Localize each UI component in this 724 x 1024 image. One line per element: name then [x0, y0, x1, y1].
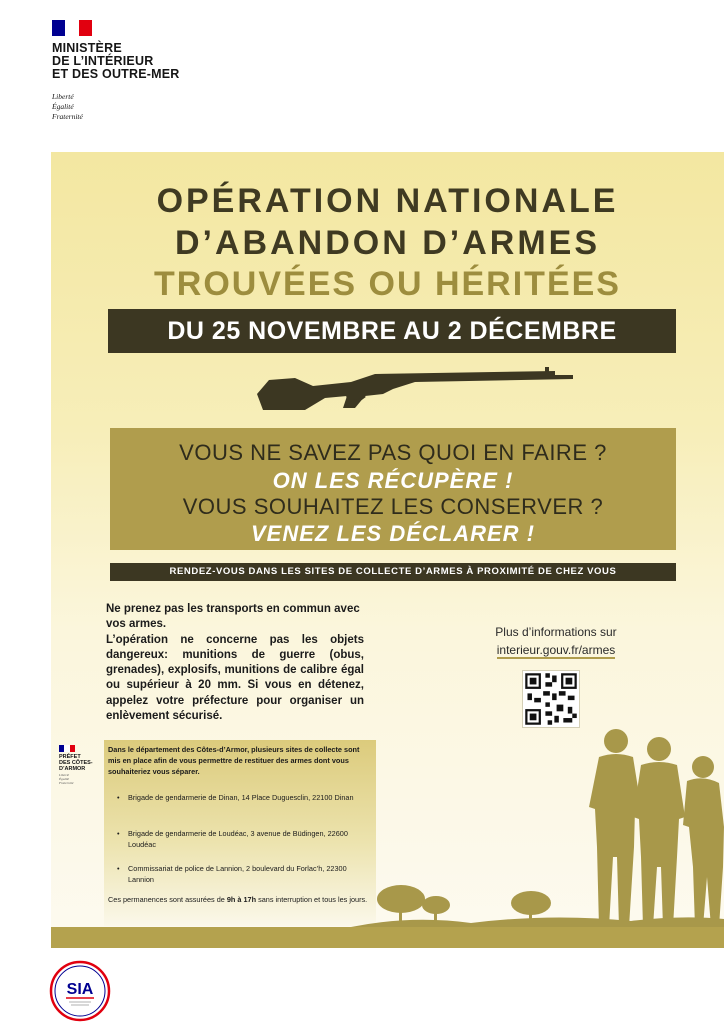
prefecture-name	[59, 754, 99, 772]
dates-banner: DU 25 NOVEMBRE AU 2 DÉCEMBRE	[108, 309, 676, 353]
sia-logo-icon	[49, 960, 111, 1022]
republique-flag-icon	[52, 20, 92, 36]
motto-line: Fraternité	[52, 112, 83, 121]
answer-1: ON LES RÉCUPÈRE !	[272, 468, 514, 493]
ministry-line: ET DES OUTRE-MER	[52, 67, 180, 81]
motto-line: Égalité	[52, 102, 74, 111]
prefecture-logo	[59, 745, 99, 785]
prefecture-name-line: DES CÔTES-	[59, 760, 93, 766]
bullet: •	[117, 864, 120, 873]
collection-site	[117, 829, 374, 851]
note-suffix: sans interruption et tous les jours.	[256, 895, 368, 904]
prefecture-name-line: PRÉFET	[59, 754, 81, 760]
warning-text	[106, 602, 364, 724]
ministry-name	[52, 42, 180, 81]
rifle-icon	[255, 364, 575, 414]
rendezvous-banner: RENDEZ-VOUS DANS LES SITES DE COLLECTE D’ARMES À PROXIMITÉ DE CHEZ VOUS	[110, 563, 676, 581]
title-line-2: D’ABANDON D’ARMES	[175, 224, 600, 262]
motto-line: Liberté	[52, 92, 74, 101]
call-to-action-box	[110, 428, 676, 550]
department-info-box	[104, 740, 376, 926]
question-2: VOUS SOUHAITEZ LES CONSERVER ?	[182, 494, 604, 519]
more-info-label: Plus d’informations sur	[495, 625, 617, 639]
warning-paragraph-1: Ne prenez pas les transports en commun avec vos armes.	[106, 603, 360, 631]
collection-site-text: Brigade de gendarmerie de Loudéac, 3 avenue de Büdingen, 22600 Loudéac	[128, 829, 348, 849]
collection-site	[117, 793, 374, 804]
more-info	[456, 623, 656, 659]
note-prefix: Ces permanences sont assurées de	[108, 895, 227, 904]
prefecture-motto-line: Fraternité	[59, 781, 74, 785]
bullet: •	[117, 829, 120, 838]
ministry-line: MINISTÈRE	[52, 41, 122, 55]
ground-strip	[51, 927, 724, 948]
ministry-line: DE L’INTÉRIEUR	[52, 54, 154, 68]
collection-site	[117, 864, 374, 886]
family-silhouette-illustration	[351, 717, 724, 932]
more-info-link[interactable]: interieur.gouv.fr/armes	[496, 643, 616, 657]
department-intro: Dans le département des Côtes-d’Armor, plusieurs sites de collecte sont mis en place afin de vous permettre de restituer des armes dont vous souhaiteriez vous séparer.	[108, 745, 360, 776]
warning-paragraph-2: L’opération ne concerne pas les objets dangereux: munitions de guerre (obus, grenades), explosifs, munitions de calibre égal ou supérieur à 20 mm. Si vous en détenez, appelez votre préfecture pour organiser un enlèvement sécurisé.	[106, 633, 364, 723]
title-line-3: TROUVÉES OU HÉRITÉES	[154, 265, 621, 303]
prefecture-name-line: D’ARMOR	[59, 766, 86, 772]
opening-hours-note	[108, 895, 370, 906]
collection-site-text: Brigade de gendarmerie de Dinan, 14 Place Duguesclin, 22100 Dinan	[128, 793, 354, 802]
republic-motto	[52, 92, 83, 122]
prefecture-motto-line: Égalité	[59, 777, 70, 781]
note-hours: 9h à 17h	[226, 895, 257, 904]
answer-2: VENEZ LES DÉCLARER !	[250, 521, 536, 546]
prefecture-flag-icon	[59, 745, 75, 752]
sia-label: SIA	[66, 981, 94, 998]
bullet: •	[117, 793, 120, 802]
prefecture-motto-line: Liberté	[59, 773, 70, 777]
campaign-poster	[51, 152, 724, 948]
prefecture-motto	[59, 773, 99, 785]
collection-site-text: Commissariat de police de Lannion, 2 boulevard du Forlac’h, 22300 Lannion	[128, 864, 347, 884]
title-line-1: OPÉRATION NATIONALE	[156, 182, 619, 220]
question-1: VOUS NE SAVEZ PAS QUOI EN FAIRE ?	[179, 440, 607, 465]
